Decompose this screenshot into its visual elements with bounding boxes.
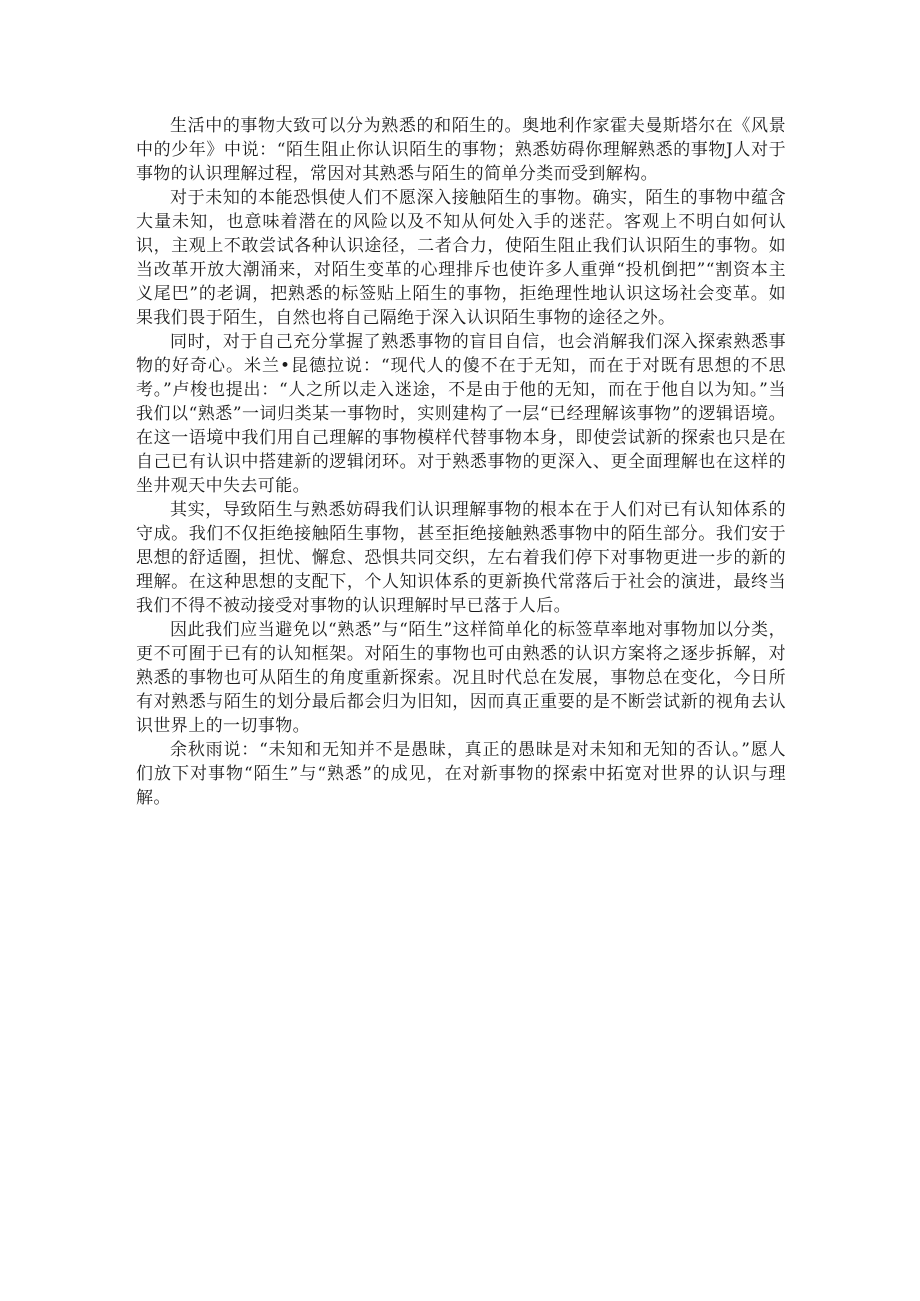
paragraph-root-cause: 其实，导致陌生与熟悉妨碍我们认识理解事物的根本在于人们对已有认知体系的守成。我们不仅拒绝接触陌生事物，甚至拒绝接触熟悉事物中的陌生部分。我们安于思想的舒适圈，担忧、懈怠、恐惧共同交织，左右着我们停下对事物更进一步的新的理解。在这种思想的支配下，个人知识体系的更新换代常落后于社会的演进，最终当我们不得不被动接受对事物的认识理解时早已落于人后。	[136, 500, 786, 616]
paragraph-unknown-fear: 对于未知的本能恐惧使人们不愿深入接触陌生的事物。确实，陌生的事物中蕴含大量未知，也意味着潜在的风险以及不知从何处入手的迷茫。客观上不明白如何认识，主观上不敢尝试各种认识途径，二者合力，使陌生阻止我们认识陌生的事物。如当改革开放大潮涌来，对陌生变革的心理排斥也使许多人重弹“投机倒把”“割资本主义尾巴”的老调，把熟悉的标签贴上陌生的事物，拒绝理性地认识这场社会变革。如果我们畏于陌生，自然也将自己隔绝于深入认识陌生事物的途径之外。	[136, 188, 786, 328]
paragraph-blind-confidence: 同时，对于自己充分掌握了熟悉事物的盲目自信，也会消解我们深入探索熟悉事物的好奇心。米兰•昆德拉说：“现代人的傻不在于无知，而在于对既有思想的不思考。”卢梭也提出：“人之所以走入迷途，不是由于他的无知，而在于他自以为知。”当我们以“熟悉”一词归类某一事物时，实则建构了一层“已经理解该事物”的逻辑语境。在这一语境中我们用自己理解的事物模样代替事物本身，即使尝试新的探索也只是在自己已有认识中搭建新的逻辑闭环。对于熟悉事物的更深入、更全面理解也在这样的坐井观天中失去可能。	[136, 332, 786, 496]
paragraph-intro: 生活中的事物大致可以分为熟悉的和陌生的。奥地利作家霍夫曼斯塔尔在《风景中的少年》中说：“陌生阻止你认识陌生的事物；熟悉妨碍你理解熟悉的事物J人对于事物的认识理解过程，常因对其熟悉与陌生的简单分类而受到解构。	[136, 116, 786, 184]
paragraph-closing-quote: 余秋雨说：“未知和无知并不是愚昧，真正的愚昧是对未知和无知的否认。”愿人们放下对事物“陌生”与“熟悉”的成见，在对新事物的探索中拓宽对世界的认识与理解。	[136, 740, 786, 808]
paragraph-conclusion: 因此我们应当避免以“熟悉”与“陌生”这样简单化的标签草率地对事物加以分类，更不可囿于已有的认知框架。对陌生的事物也可由熟悉的认识方案将之逐步拆解，对熟悉的事物也可从陌生的角度重新探索。况且时代总在发展，事物总在变化，今日所有对熟悉与陌生的划分最后都会归为旧知，因而真正重要的是不断尝试新的视角去认识世界上的一切事物。	[136, 620, 786, 736]
essay-body	[136, 114, 786, 810]
